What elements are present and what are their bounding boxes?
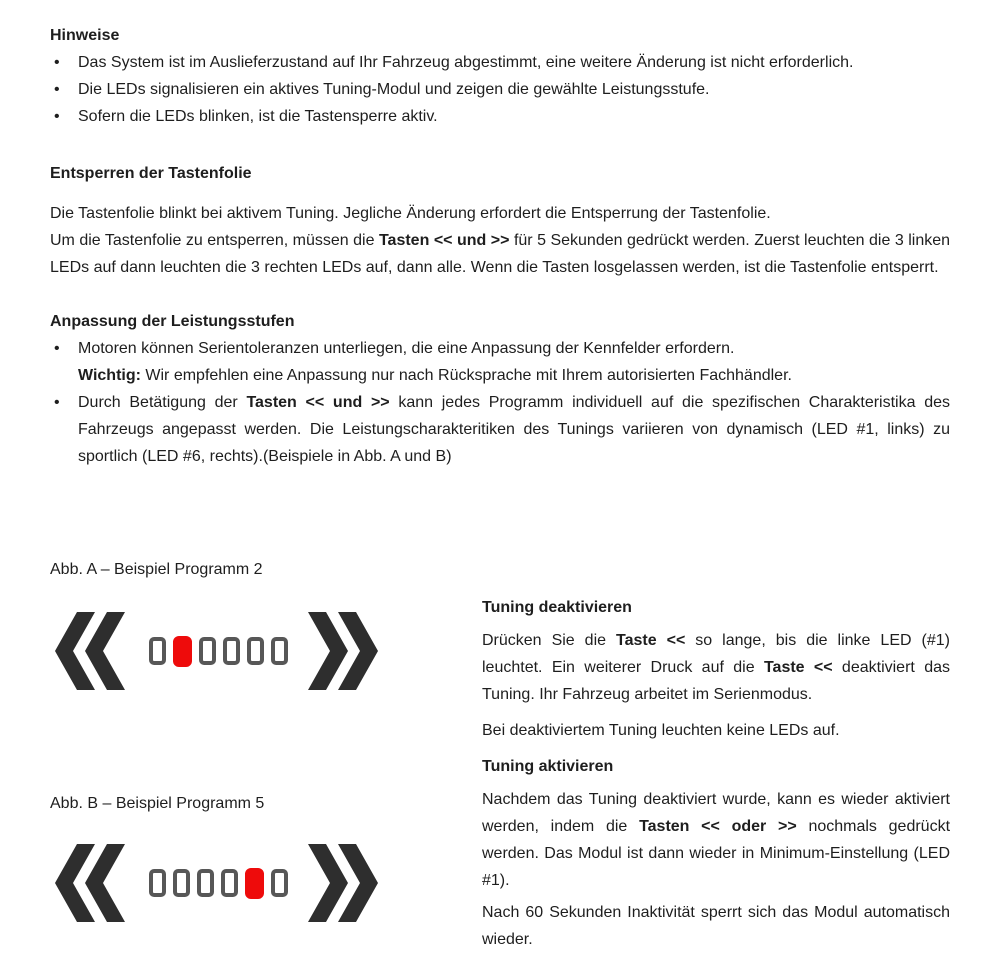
led-2-off bbox=[173, 869, 190, 897]
list-item: • Die LEDs signalisieren ein aktives Tuning-Modul und zeigen die gewählte Leistungsstufe. bbox=[50, 76, 950, 103]
figure-b-caption: Abb. B – Beispiel Programm 5 bbox=[50, 795, 265, 812]
activate-note: Nach 60 Sekunden Inaktivität sperrt sich das Modul automatisch wieder. bbox=[482, 904, 950, 948]
right-text-column bbox=[482, 594, 950, 953]
list-item: • Sofern die LEDs blinken, ist die Tastensperre aktiv. bbox=[50, 103, 950, 130]
lower-two-column-area bbox=[0, 548, 1000, 975]
heading-tuning-aktivieren: Tuning aktivieren bbox=[482, 758, 614, 775]
figure-a-caption: Abb. A – Beispiel Programm 2 bbox=[50, 561, 263, 578]
section-heading-hinweise: Hinweise bbox=[50, 27, 120, 44]
led-6-off bbox=[271, 869, 288, 897]
led-2-active bbox=[173, 636, 192, 667]
chevrons-right-icon bbox=[308, 612, 378, 690]
figure-a-led-display bbox=[55, 612, 378, 690]
led-4-off bbox=[221, 869, 238, 897]
upper-text-flow bbox=[0, 0, 1000, 470]
activate-paragraph: Nachdem das Tuning deaktiviert wurde, kann es wieder aktiviert werden, indem die Tasten << oder >> nochmals gedrückt werden. Das Modul ist dann wieder in Minimum-Einstellung (LED #1). bbox=[482, 791, 951, 889]
section-heading-anpassung: Anpassung der Leistungsstufen bbox=[50, 313, 295, 330]
entsperren-paragraph: Die Tastenfolie blinkt bei aktivem Tuning. Jegliche Änderung erfordert die Entsperrung der Tastenfolie. Um die Tastenfolie zu entsperren, müssen die Tasten << und >> für 5 Sekunden gedrückt werden. Zuerst leuchten die 3 linken LEDs auf dann leuchten die 3 rechten LEDs auf, dann alle. Wenn die Tasten losgelassen werden, ist die Tastenfolie entsperrt. bbox=[50, 205, 951, 276]
led-1-off bbox=[149, 869, 166, 897]
deactivate-paragraph: Drücken Sie die Taste << so lange, bis die linke LED (#1) leuchtet. Ein weiterer Druck auf die Taste << deaktiviert das Tuning. Ihr Fahrzeug arbeitet im Serienmodus. bbox=[482, 632, 950, 703]
led-6-off bbox=[271, 637, 288, 665]
figure-b-led-display bbox=[55, 844, 378, 922]
led-5-off bbox=[247, 637, 264, 665]
led-strip bbox=[149, 636, 288, 667]
deactivate-note: Bei deaktiviertem Tuning leuchten keine LEDs auf. bbox=[482, 722, 840, 739]
led-3-off bbox=[197, 869, 214, 897]
list-item: • Das System ist im Auslieferzustand auf Ihr Fahrzeug abgestimmt, eine weitere Änderung ist nicht erforderlich. bbox=[50, 49, 950, 76]
led-strip bbox=[149, 868, 288, 899]
chevrons-right-icon bbox=[308, 844, 378, 922]
hinweise-bullet-list bbox=[50, 49, 950, 130]
list-item: • Durch Betätigung der Tasten << und >> kann jedes Programm individuell auf die spezifischen Charakteristika des Fahrzeugs angepasst werden. Die Leistungscharakteritiken des Tunings variieren von dynamisch (LED #1, links) zu sportlich (LED #6, rechts).(Beispiele in Abb. A und B) bbox=[50, 389, 950, 470]
chevrons-left-icon bbox=[55, 612, 125, 690]
chevrons-left-icon bbox=[55, 844, 125, 922]
list-item: • Motoren können Serientoleranzen unterliegen, die eine Anpassung der Kennfelder erfordern. Wichtig: Wir empfehlen eine Anpassung nur nach Rücksprache mit Ihrem autorisierten Fachhändler. bbox=[50, 335, 950, 389]
led-1-off bbox=[149, 637, 166, 665]
heading-tuning-deaktivieren: Tuning deaktivieren bbox=[482, 599, 632, 616]
anpassung-bullet-list bbox=[50, 335, 950, 470]
led-5-active bbox=[245, 868, 264, 899]
led-4-off bbox=[223, 637, 240, 665]
led-3-off bbox=[199, 637, 216, 665]
section-heading-entsperren: Entsperren der Tastenfolie bbox=[50, 165, 252, 182]
